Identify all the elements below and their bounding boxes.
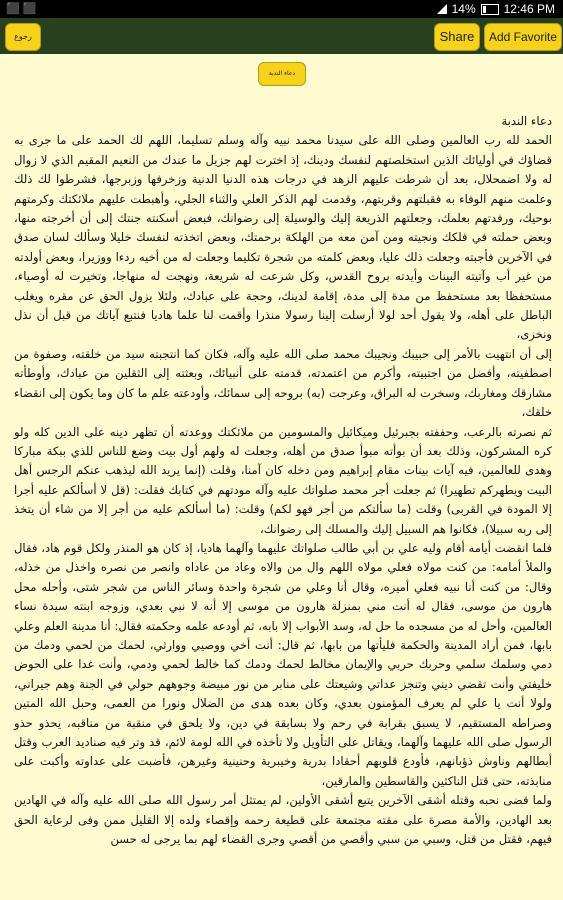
battery-percent: 14% xyxy=(451,2,476,16)
paragraph: الحمد لله رب العالمين وصلى الله على سيدنا محمد نبيه وآله وسلم تسليما، اللهم لك الحمد على ما جرى به قضاؤك في أوليائك الذين استخلصتهم لنفسك ودينك، إذ اخترت لهم جزيل ما عندك من النعيم المقيم الذي لا زوال له ولا اضمحلال، بعد أن شرطت عليهم الزهد في درجات هذه الدنيا الدنية وزخرفها وزبرجها، فشرطوا لك ذلك وعلمت منهم الوفاء به فقبلتهم وقربتهم، وقدمت لهم الذكر العلي والثناء الجلي، وأهبطت عليهم ملائكتك وكرمتهم بوحيك، ورفدتهم بعلمك، وجعلتهم الذريعة إليك والوسيلة إلى رضوانك، فبعض أسكنته جنتك إلى أن أخرجته منها، وبعض حملته في فلكك ونجيته ومن آمن معه من الهلكة برحمتك، وبعض اتخذته لنفسك خليلا وسألك لسان صدق في الآخرين فأجبته وجعلت ذلك عليا، وبعض كلمته من شجرة تكليما وجعلت له من أخيه ردءا ووزيرا، وبعض أولدته من غير أب وآتيته البينات وأيدته بروح القدس، وكل شرعت له شريعة، ونهجت له منهاجا، وتخيرت له أوصياء، مستحفظا بعد مستحفظ من مدة إلى مدة، إقامة لدينك، وحجة على عبادك، ولئلا يزول الحق عن مقره ويغلب الباطل على أهله، ولا يقول أحد لولا أرسلت إلينا رسولا منذرا وأقمت لنا علما هاديا فنتبع آياتك من قبل أن نذل ونخزى، xyxy=(14,133,552,342)
prayer-title: دعاء الندبة xyxy=(501,114,552,128)
paragraph: ثم نصرته بالرعب، وحففته بجبرئيل وميكائيل والمسومين من ملائكتك ووعدته أن تظهر دينه على الدين كله ولو كره المشركون، وذلك بعد أن بوأته مبوأ صدق من أهله، وجعلت له ولهم أول بيت وضع للناس للذي ببكة مباركا وهدى للعالمين، فيه آيات بينات مقام إبراهيم ومن دخله كان آمنا، وقلت (إنما يريد الله ليذهب عنكم الرجس أهل البيت ويطهركم تطهيرا) ثم جعلت أجر محمد صلواتك عليه وآله مودتهم في كتابك فقلت: (قل لا أسألكم عليه أجرا إلا المودة في القربى) وقلت (ما سألتكم من أجر فهو لكم) وقلت: (ما أسألكم عليه من أجر إلا من شاء أن يتخذ إلى ربه سبيلا)، فكانوا هم السبيل إليك والمسلك إلى رضوانك، xyxy=(14,424,552,536)
notification-icons: ⬛ ⬛ xyxy=(6,3,37,15)
paragraph: إلى أن انتهيت بالأمر إلى حبيبك ونجيبك محمد صلى الله عليه وآله، فكان كما انتجبته سيد من خلقته، وصفوة من اصطفيته، وأفضل من اجتبيته، وأكرم من اعتمدته، قدمته على أنبيائك، وبعثته إلى الثقلين من عبادك، وأوطأته مشارقك ومغاربك، وسخرت له البراق، وعرجت (به) بروحه إلى سمائك، وأودعته علم ما كان وما يكون إلى انقضاء خلقك، xyxy=(14,346,552,420)
prayer-text xyxy=(14,112,552,849)
clock: 12:46 PM xyxy=(503,2,555,16)
title-button[interactable]: دعاء الندبة xyxy=(258,62,306,86)
toolbar xyxy=(0,18,563,54)
share-button[interactable]: Share xyxy=(434,23,480,51)
paragraph: فلما انقضت أيامه أقام وليه علي بن أبي طالب صلواتك عليهما وآلهما هاديا، إذ كان هو المنذر ولكل قوم هاد، فقال والملأ أمامه: من كنت مولاه فعلي مولاه اللهم وال من والاه وعاد من عاداه وانصر من نصره واخذل من خذله، وقال: من كنت أنا نبيه فعلي أميره، وقال أنا وعلي من شجرة واحدة وسائر الناس من شجر شتى، وأحله محل هارون من موسى، فقال له أنت مني بمنزلة هارون من موسى إلا أنه لا نبي بعدي، وزوجه ابنته سيدة نساء العالمين، وأحل له من مسجده ما حل له، وسد الأبواب إلا بابه، ثم أودعه علمه وحكمته فقال: أنا مدينة العلم وعلي بابها، فمن أراد المدينة والحكمة فليأتها من بابها، ثم قال: أنت أخي ووصيي ووارثي، لحمك من لحمي ودمك من دمي وسلمك سلمي وحربك حربي والإيمان مخالط لحمك ودمك كما خالط لحمي ودمي، وأنت غدا على الحوض خليفتي وأنت تقضي ديني وتنجز عداتي وشيعتك على منابر من نور مبيضة وجوههم حولي في الجنة وهم جيراني، ولولا أنت يا علي لم يعرف المؤمنون بعدي، وكان بعده هدى من الضلال ونورا من العمى، وحبل الله المتين وصراطه المستقيم، لا يسبق بقرابة في رحم ولا بسابقة في دين، ولا يلحق في منقبة من مناقبه، يحذو حذو الرسول صلى الله عليهما وآلهما، ويقاتل على التأويل ولا تأخذه في الله لومة لائم، قد وتر فيه صناديد العرب وقتل أبطالهم وناوش ذؤبانهم، فأودع قلوبهم أحقادا بدرية وخيبرية وحنينية وغيرهن، فأضبت على عداوته وأكبت على منابذته، حتى قتل الناكثين والقاسطين والمارقين، xyxy=(14,540,552,788)
status-right xyxy=(437,2,555,16)
back-button[interactable]: رجوع xyxy=(5,23,41,51)
status-bar xyxy=(0,0,563,18)
add-favorite-button[interactable]: Add Favorite xyxy=(484,23,562,51)
paragraph: ولما قضى نحبه وقتله أشقى الآخرين يتبع أشقى الأولين، لم يمتثل أمر رسول الله صلى الله عليه وآله في الهادين بعد الهادين، والأمة مصرة على مقته مجتمعة على قطيعة رحمه وإقصاء ولده إلا القليل ممن وفى لرعاية الحق فيهم، فقتل من قتل، وسبي من سبي وأقصي من أقصي وجرى القضاء لهم بما يرجى له حسن xyxy=(14,793,552,847)
signal-icon xyxy=(437,4,447,14)
battery-icon xyxy=(481,4,499,15)
